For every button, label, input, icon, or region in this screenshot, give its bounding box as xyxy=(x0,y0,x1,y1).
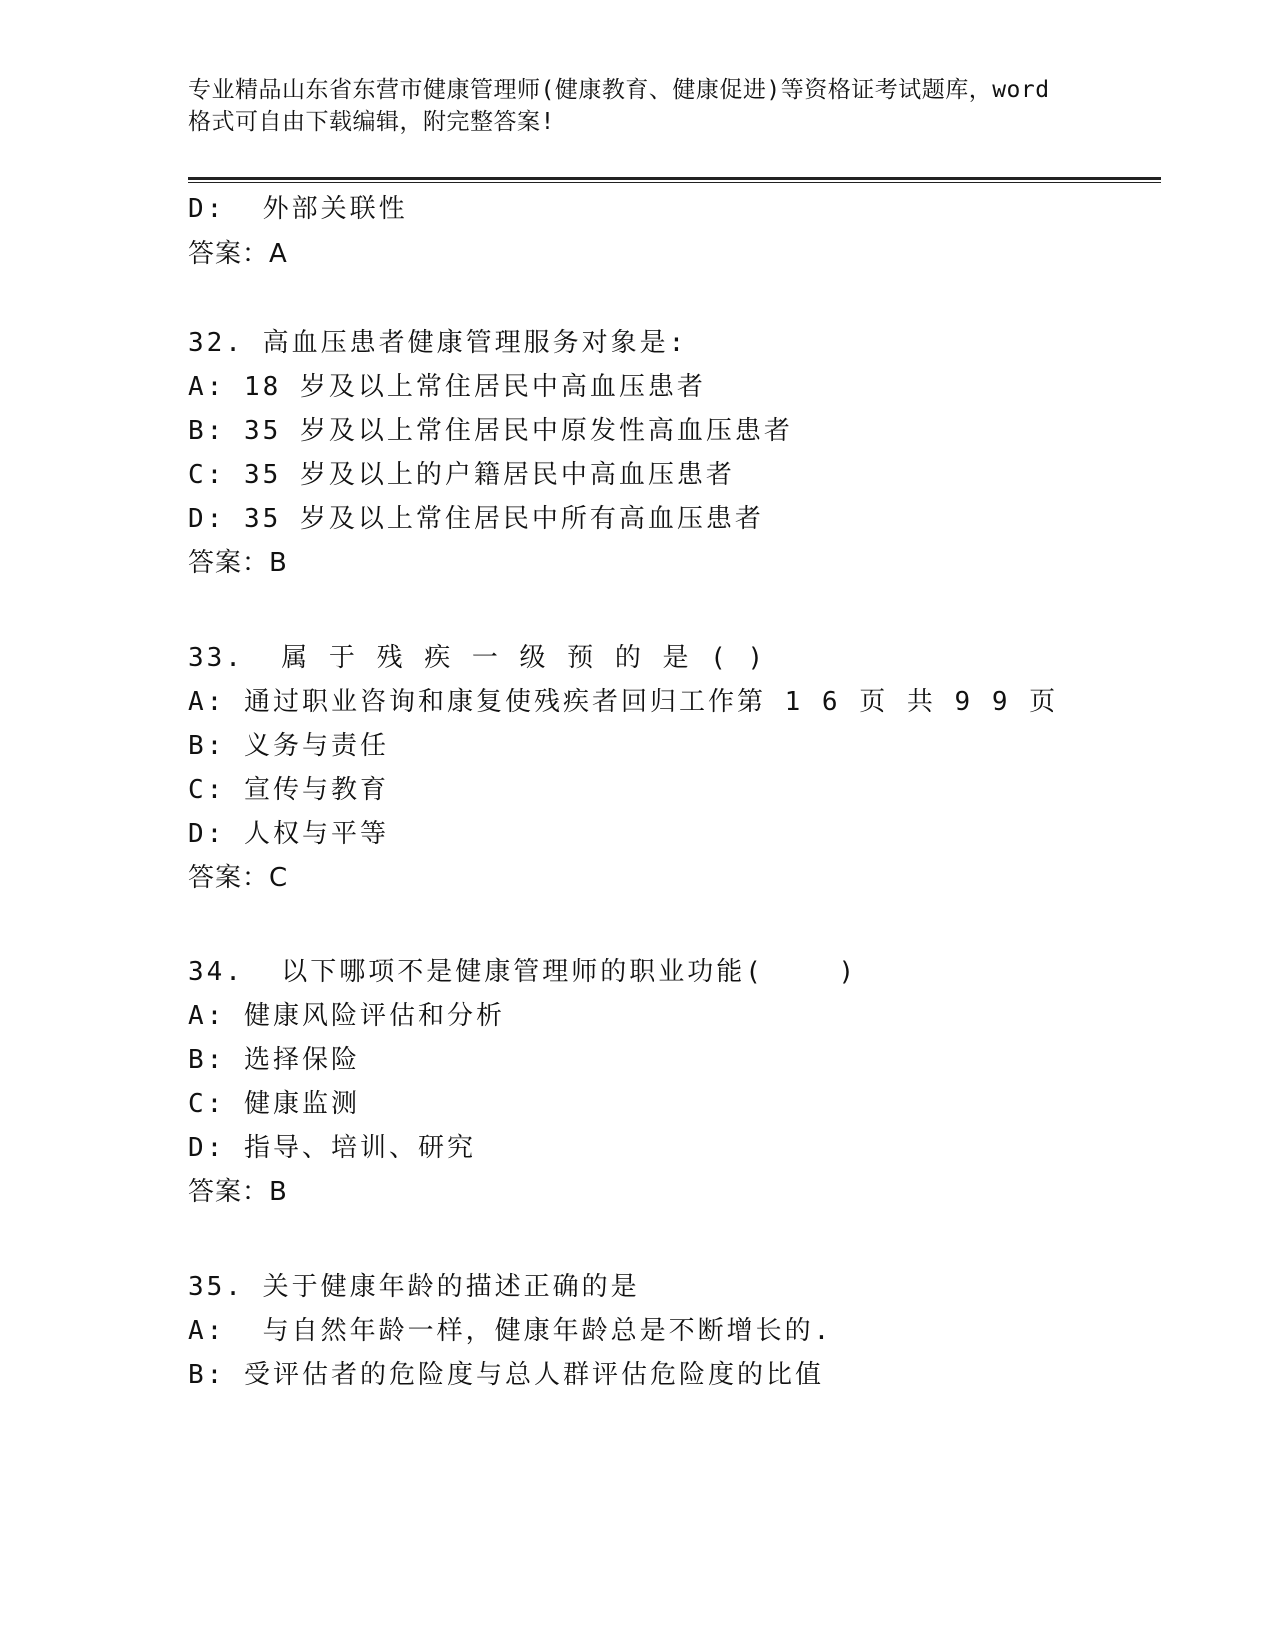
question-32-option-c: C: 35 岁及以上的户籍居民中高血压患者 xyxy=(188,460,735,490)
question-33-option-d: D: 人权与平等 xyxy=(188,819,389,849)
header-divider-thick xyxy=(188,177,1161,180)
question-34-answer: 答案：B xyxy=(188,1177,288,1207)
question-34-option-a: A: 健康风险评估和分析 xyxy=(188,1001,505,1031)
question-32-option-a: A: 18 岁及以上常住居民中高血压患者 xyxy=(188,372,706,402)
question-32-answer: 答案：B xyxy=(188,548,288,578)
question-32-option-b: B: 35 岁及以上常住居民中原发性高血压患者 xyxy=(188,416,793,446)
question-33-answer: 答案：C xyxy=(188,863,289,893)
question-34-stem: 34. 以下哪项不是健康管理师的职业功能( ) xyxy=(188,957,858,987)
question-34-option-c: C: 健康监测 xyxy=(188,1089,360,1119)
header-line-1: 专业精品山东省东营市健康管理师(健康教育、健康促进)等资格证考试题库，word xyxy=(188,77,1050,103)
prev-option-d: D: 外部关联性 xyxy=(188,194,408,224)
question-33-option-a: A: 通过职业咨询和康复使残疾者回归工作第 1 6 页 共 9 9 页 xyxy=(188,687,1059,717)
question-34-option-d: D: 指导、培训、研究 xyxy=(188,1133,476,1163)
question-32-stem: 32. 高血压患者健康管理服务对象是: xyxy=(188,328,688,358)
question-33-option-b: B: 义务与责任 xyxy=(188,731,389,761)
question-35-stem: 35. 关于健康年龄的描述正确的是 xyxy=(188,1272,640,1302)
question-32-option-d: D: 35 岁及以上常住居民中所有高血压患者 xyxy=(188,504,764,534)
question-33-option-c: C: 宣传与教育 xyxy=(188,775,389,805)
question-34-option-b: B: 选择保险 xyxy=(188,1045,360,1075)
document-header xyxy=(188,74,1098,138)
header-divider-thin xyxy=(188,182,1161,183)
question-35-option-b: B: 受评估者的危险度与总人群评估危险度的比值 xyxy=(188,1360,824,1390)
question-33-stem: 33. 属 于 残 疾 一 级 预 的 是 ( ) xyxy=(188,643,767,673)
question-35-option-a: A: 与自然年龄一样，健康年龄总是不断增长的. xyxy=(188,1316,833,1346)
prev-answer: 答案：A xyxy=(188,239,288,269)
header-line-2: 格式可自由下载编辑，附完整答案! xyxy=(188,109,555,135)
